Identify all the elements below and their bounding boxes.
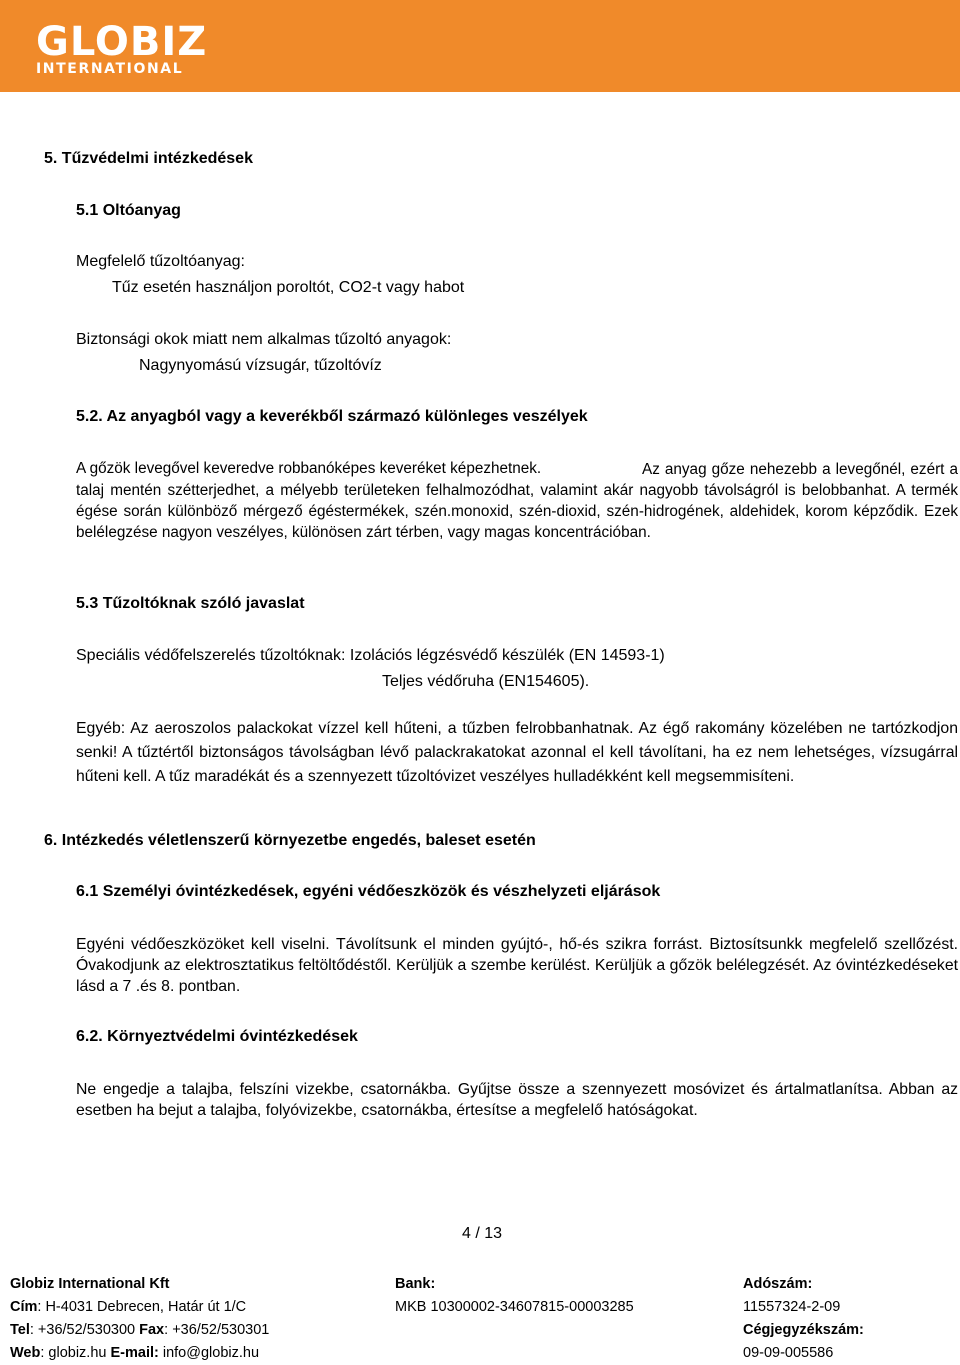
- section-5-heading: 5. Tűzvédelmi intézkedések: [44, 150, 253, 167]
- firefighter-equipment-line: Speciális védőfelszerelés tűzoltóknak: Izolációs légzésvédő készülék (EN 14593-1): [76, 647, 665, 664]
- footer-tax-number: 11557324-2-09: [743, 1299, 841, 1315]
- footer-email-label: E-mail:: [110, 1345, 159, 1361]
- footer-tel-label: Tel: [10, 1322, 30, 1338]
- footer-address-value: : H-4031 Debrecen, Határ út 1/C: [37, 1299, 247, 1315]
- footer-fax-value: : +36/52/530301: [164, 1322, 270, 1338]
- footer-web-label: Web: [10, 1345, 41, 1361]
- section-5-2-first-sentence: A gőzök levegővel keveredve robbanóképes keveréket képezhetnek.: [76, 460, 542, 477]
- section-5-1-heading: 5.1 Oltóanyag: [76, 202, 181, 219]
- section-6-1-heading: 6.1 Személyi óvintézkedések, egyéni védőeszközök és vészhelyzeti eljárások: [76, 883, 661, 900]
- section-5-3-heading: 5.3 Tűzoltóknak szóló javaslat: [76, 595, 305, 612]
- footer-phone-fax: [10, 1319, 269, 1342]
- extinguisher-suitable-label: Megfelelő tűzoltóanyag:: [76, 253, 245, 270]
- section-5-2-heading: 5.2. Az anyagból vagy a keverékből származó különleges veszélyek: [76, 408, 588, 425]
- footer-tax-registry: [743, 1273, 864, 1365]
- footer-fax-label: Fax: [139, 1322, 165, 1338]
- footer-contact: [10, 1273, 269, 1365]
- company-logo: [36, 19, 208, 77]
- firefighter-equipment-line-2: Teljes védőruha (EN154605).: [382, 673, 590, 690]
- footer-email-link[interactable]: info@globiz.hu: [158, 1345, 260, 1361]
- footer-bank: [395, 1273, 634, 1319]
- extinguisher-suitable-value: Tűz esetén használjon poroltót, CO2-t vagy habot: [112, 279, 465, 296]
- footer-registry-number: 09-09-005586: [743, 1345, 834, 1361]
- section-5-3-paragraph: Egyéb: Az aeroszolos palackokat vízzel kell hűteni, a tűzben felrobbanhatnak. Az égő rakomány közelében ne tartózkodjon senki! A tűztértől biztonságos távolságban lévő palackrakatokat azonnal el kell távolítani, ha ez nem lehetséges, vízsugárral hűteni kell. A tűz maradékát és a szennyezett tűzoltóvizet veszélyes hulladékként kell megsemmisíteni.: [76, 720, 958, 785]
- logo-sub-text: INTERNATIONAL: [36, 61, 184, 77]
- extinguisher-unsuitable-label: Biztonsági okok miatt nem alkalmas tűzoltó anyagok:: [76, 331, 452, 348]
- section-6-2-heading: 6.2. Környeztvédelmi óvintézkedések: [76, 1028, 358, 1045]
- footer-tax-label: Adószám:: [743, 1276, 813, 1292]
- section-5-2-paragraph: Az anyag gőze nehezebb a levegőnél, ezért a talaj mentén szétterjedhet, a mélyebb területeken felhalmozódhat, valamint akár nagyobb távolságról is belobbanhat. A termék égése során különböző mérgező égéstermékek, szén.monoxid, szén-dioxid, szén-hidrogének, aldehidek, korom képződik. Ezek belélegzése nagyon veszélyes, különösen zárt térben, vagy magas koncentrációban.: [76, 461, 958, 541]
- section-6-1-paragraph: Egyéni védőeszközöket kell viselni. Távolítsunk el minden gyújtó-, hő-és szikra forrást. Biztosítsunkk megfelelő szellőzést. Óvakodjunk az elektrosztatikus feltöltődéstől. Kerüljük a szembe kerülést. Kerüljük a gőzök belélegzését. Az óvintézkedéseket lásd a 7 .és 8. pontban.: [76, 936, 958, 995]
- page-number: 4 / 13: [462, 1225, 503, 1242]
- footer-address: [10, 1296, 269, 1319]
- section-6-2-paragraph: Ne engedje a talajba, felszíni vizekbe, csatornákba. Gyűjtse össze a szennyezett mosóvizet és ártalmatlanítsa. Abban az esetben ha bejut a talajba, folyóvizekbe, csatornákba, értesítse a megfelelő hatóságokat.: [76, 1081, 958, 1119]
- footer-bank-account: MKB 10300002-34607815-00003285: [395, 1299, 634, 1315]
- section-6-heading: 6. Intézkedés véletlenszerű környezetbe engedés, baleset esetén: [44, 832, 536, 849]
- footer-address-label: Cím: [10, 1299, 38, 1315]
- footer-web-email: [10, 1342, 269, 1365]
- logo-main-text: GLOBIZ: [36, 19, 208, 65]
- footer-company-name: Globiz International Kft: [10, 1276, 170, 1292]
- extinguisher-unsuitable-value: Nagynyomású vízsugár, tűzoltóvíz: [139, 357, 382, 374]
- footer-web-link[interactable]: : globiz.hu: [40, 1345, 111, 1361]
- footer-registry-label: Cégjegyzékszám:: [743, 1322, 864, 1338]
- footer-tel-value: : +36/52/530300: [29, 1322, 140, 1338]
- footer-bank-label: Bank:: [395, 1276, 436, 1292]
